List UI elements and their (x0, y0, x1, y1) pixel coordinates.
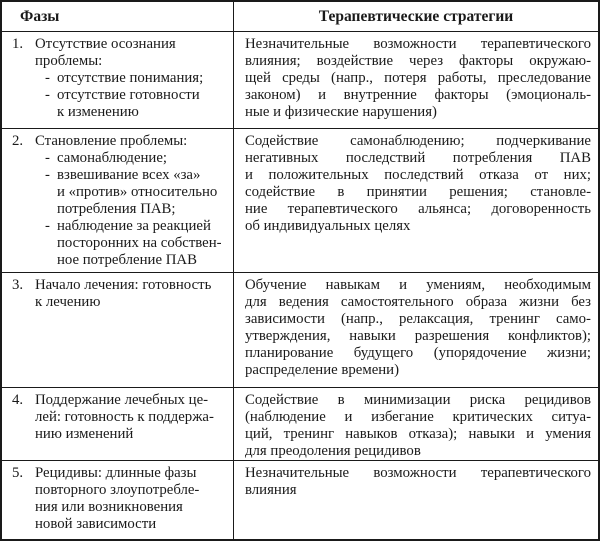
phase-line (57, 252, 230, 269)
strategy-line: планирование будущего (упорядочение жизни; (245, 345, 591, 361)
strategy-line: негативных последствий потребления ПАВ (245, 150, 591, 166)
phase-line (12, 277, 230, 294)
item-number: 2. (12, 133, 24, 149)
phase-line (45, 218, 230, 235)
phase-line-text: к изменению (57, 104, 139, 120)
strategy-cell (234, 461, 598, 539)
phase-line-text: лей: готовность к поддержа- (35, 409, 214, 425)
phase-cell (2, 129, 234, 272)
table-row (2, 32, 598, 129)
phase-line-text: Поддержание лечебных це- (35, 392, 209, 408)
phase-line-text: посторонних на собствен- (57, 235, 222, 251)
item-number: 1. (12, 36, 24, 52)
strategy-line: Содействие самонаблюдению; подчеркивание (245, 133, 591, 149)
phase-line-text: нию изменений (35, 426, 134, 442)
strategy-line: влияния (245, 482, 297, 498)
strategy-line: Обучение навыкам и умениям, необходимым (245, 277, 591, 293)
strategy-line: влияния; воздействие через факторы окружаю- (245, 53, 591, 69)
strategy-line: Содействие в минимизации риска рецидивов (245, 392, 591, 408)
phase-line (57, 235, 230, 252)
item-number: 5. (12, 465, 24, 481)
dash-bullet: - (45, 167, 50, 183)
phase-line (35, 482, 230, 499)
phase-line (45, 167, 230, 184)
phase-line-text: потребления ПАВ; (57, 201, 176, 217)
strategy-line: зависимости (напр., релаксация, тренинг само- (245, 311, 591, 327)
dash-bullet: - (45, 218, 50, 234)
phase-line-text: новой зависимости (35, 516, 157, 532)
strategy-line: Незначительные возможности терапевтического (245, 465, 591, 481)
phase-line (35, 499, 230, 516)
phase-line (12, 36, 230, 53)
phase-cell (2, 32, 234, 128)
item-number: 4. (12, 392, 24, 408)
strategy-line: Незначительные возможности терапевтического (245, 36, 591, 52)
dash-bullet: - (45, 150, 50, 166)
phase-line-text: к лечению (35, 294, 101, 310)
phase-line-text: самонаблюдение; (57, 150, 168, 166)
strategy-line: для преодоления рецидивов (245, 443, 421, 459)
phase-line-text: повторного злоупотребле- (35, 482, 200, 498)
phase-cell (2, 273, 234, 387)
phase-line-text: отсутствие готовности (57, 87, 200, 103)
strategy-cell (234, 273, 598, 387)
phase-line-text: и «против» относительно (57, 184, 218, 200)
table-row (2, 129, 598, 273)
phase-line-text: проблемы: (35, 53, 103, 69)
phase-line (12, 465, 230, 482)
phase-line (35, 53, 230, 70)
table-row (2, 461, 598, 539)
phase-line-text: ное потребление ПАВ (57, 252, 197, 268)
phase-line (45, 150, 230, 167)
strategy-line: утверждения, навыки разрешения конфликтов); (245, 328, 591, 344)
phase-line (35, 516, 230, 533)
phase-line-text: ния или возникновения (35, 499, 183, 515)
strategy-line: ций, тренинг навыков отказа); навыки и умения (245, 426, 591, 442)
table-row (2, 273, 598, 388)
strategy-line: содействие в принятии решения; становле- (245, 184, 591, 200)
strategy-line: и положительных последствий отказа от них; (245, 167, 591, 183)
phase-line (57, 201, 230, 218)
phase-line (12, 392, 230, 409)
table-body (2, 32, 598, 539)
strategy-cell (234, 388, 598, 460)
strategy-line: распределение времени) (245, 362, 400, 378)
table-header-row (2, 2, 598, 32)
dash-bullet: - (45, 87, 50, 103)
header-strategy: Терапевтические стратегии (318, 8, 514, 25)
strategy-line: об индивидуальных целях (245, 218, 411, 234)
strategy-line: для ведения самостоятельного образа жизни без (245, 294, 591, 310)
phase-line (45, 87, 230, 104)
phase-cell (2, 388, 234, 460)
table-row (2, 388, 598, 461)
phase-line-text: взвешивание всех «за» (57, 167, 201, 183)
strategy-line: щей среды (напр., потеря работы, преследование (245, 70, 591, 86)
phase-line-text: наблюдение за реакцией (57, 218, 211, 234)
strategy-line: ные и физические нарушения) (245, 104, 437, 120)
phase-line (57, 104, 230, 121)
phase-line-text: отсутствие понимания; (57, 70, 204, 86)
phase-line-text: Рецидивы: длинные фазы (35, 465, 197, 481)
phase-line-text: Отсутствие осознания (35, 36, 176, 52)
item-number: 3. (12, 277, 24, 293)
phase-line (35, 426, 230, 443)
header-phase: Фазы (2, 2, 234, 31)
phase-line (35, 409, 230, 426)
phase-line-text: Начало лечения: готовность (35, 277, 212, 293)
phase-line (12, 133, 230, 150)
phase-line-text: Становление проблемы: (35, 133, 188, 149)
strategy-line: законом) и внутренние факторы (эмоциональ- (245, 87, 591, 103)
phase-line (45, 70, 230, 87)
phase-cell (2, 461, 234, 539)
phase-line (35, 294, 230, 311)
strategy-cell (234, 32, 598, 128)
phase-line (57, 184, 230, 201)
strategy-line: (наблюдение и избегание критических ситуа- (245, 409, 591, 425)
dash-bullet: - (45, 70, 50, 86)
strategy-line: ние терапевтического альянса; договоренность (245, 201, 591, 217)
strategy-cell (234, 129, 598, 272)
